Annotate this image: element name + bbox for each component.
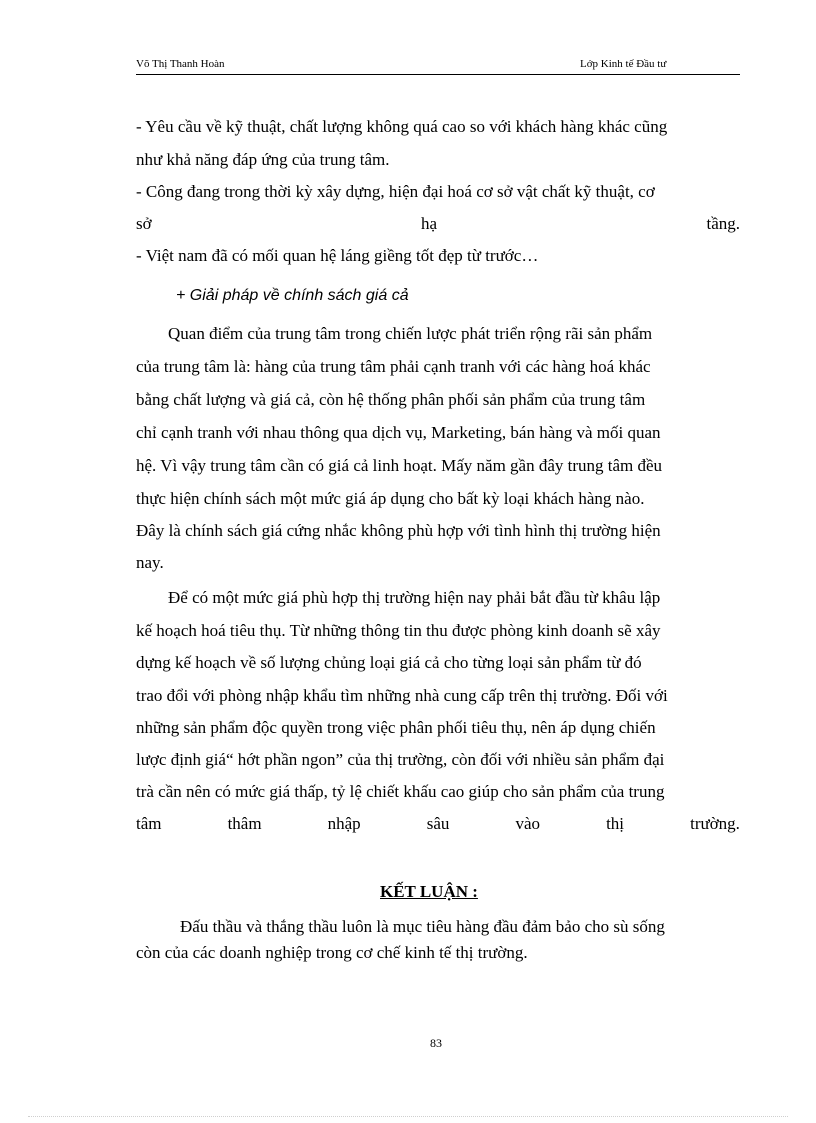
bullet-2-line-1: - Công đang trong thời kỳ xây dựng, hiện đại hoá cơ sở vật chất kỹ thuật, cơ bbox=[136, 182, 655, 201]
header-author: Võ Thị Thanh Hoàn bbox=[136, 58, 225, 70]
para2-line: trà cần nên có mức giá thấp, tỷ lệ chiết khấu cao giúp cho sản phẩm của trung bbox=[136, 782, 665, 801]
page-bottom-divider bbox=[28, 1116, 788, 1117]
para1-line: chỉ cạnh tranh với nhau thông qua dịch vụ, Marketing, bán hàng và mối quan bbox=[136, 423, 661, 442]
bullet-2-line-2: sở hạ tầng. bbox=[136, 214, 740, 233]
header-class: Lớp Kinh tế Đầu tư bbox=[580, 58, 667, 70]
page-header bbox=[136, 58, 740, 75]
para1-line: bằng chất lượng và giá cả, còn hệ thống phân phối sản phẩm của trung tâm bbox=[136, 390, 646, 409]
para1-line: Quan điểm của trung tâm trong chiến lược phát triển rộng rãi sản phẩm bbox=[168, 324, 653, 343]
para2-line: Để có một mức giá phù hợp thị trường hiện nay phải bắt đầu từ khâu lập bbox=[168, 588, 661, 607]
para2-line: trao đổi với phòng nhập khẩu tìm những nhà cung cấp trên thị trường. Đối với bbox=[136, 686, 668, 705]
bullet-3: - Việt nam đã có mối quan hệ láng giềng tốt đẹp từ trước… bbox=[136, 246, 539, 265]
conclusion-heading: KẾT LUẬN : bbox=[380, 882, 478, 901]
para2-line: kế hoạch hoá tiêu thụ. Từ những thông tin thu được phòng kinh doanh sẽ xây bbox=[136, 621, 661, 640]
bullet-1-line-1: - Yêu cầu về kỹ thuật, chất lượng không quá cao so với khách hàng khác cũng bbox=[136, 117, 668, 136]
para2-line: những sản phẩm độc quyền trong việc phân phối tiêu thụ, nên áp dụng chiến bbox=[136, 718, 656, 737]
para2-line: dựng kế hoạch về số lượng chủng loại giá cả cho từng loại sản phẩm từ đó bbox=[136, 653, 642, 672]
conclusion-line-2: còn của các doanh nghiệp trong cơ chế kinh tế thị trường. bbox=[136, 943, 528, 962]
para2-last-line: tâm thâm nhập sâu vào thị trường. bbox=[136, 814, 740, 833]
para2-line: lược định giá“ hớt phần ngon” của thị trường, còn đối với nhiều sản phẩm đại bbox=[136, 750, 665, 769]
page-number: 83 bbox=[430, 1036, 442, 1050]
para1-line: nay. bbox=[136, 553, 164, 572]
conclusion-line-1: Đấu thầu và thắng thầu luôn là mục tiêu hàng đầu đảm bảo cho sù sống bbox=[180, 917, 665, 936]
para1-line: thực hiện chính sách một mức giá áp dụng cho bất kỳ loại khách hàng nào. bbox=[136, 489, 645, 508]
bullet-1-line-2: như khả năng đáp ứng của trung tâm. bbox=[136, 150, 390, 169]
para1-line: hệ. Vì vậy trung tâm cần có giá cả linh hoạt. Mấy năm gần đây trung tâm đều bbox=[136, 456, 663, 475]
para1-line: Đây là chính sách giá cứng nhắc không phù hợp với tình hình thị trường hiện bbox=[136, 521, 661, 540]
subheading-price-policy: + Giải pháp về chính sách giá cả bbox=[176, 287, 409, 304]
para1-line: của trung tâm là: hàng của trung tâm phải cạnh tranh với các hàng hoá khác bbox=[136, 357, 651, 376]
